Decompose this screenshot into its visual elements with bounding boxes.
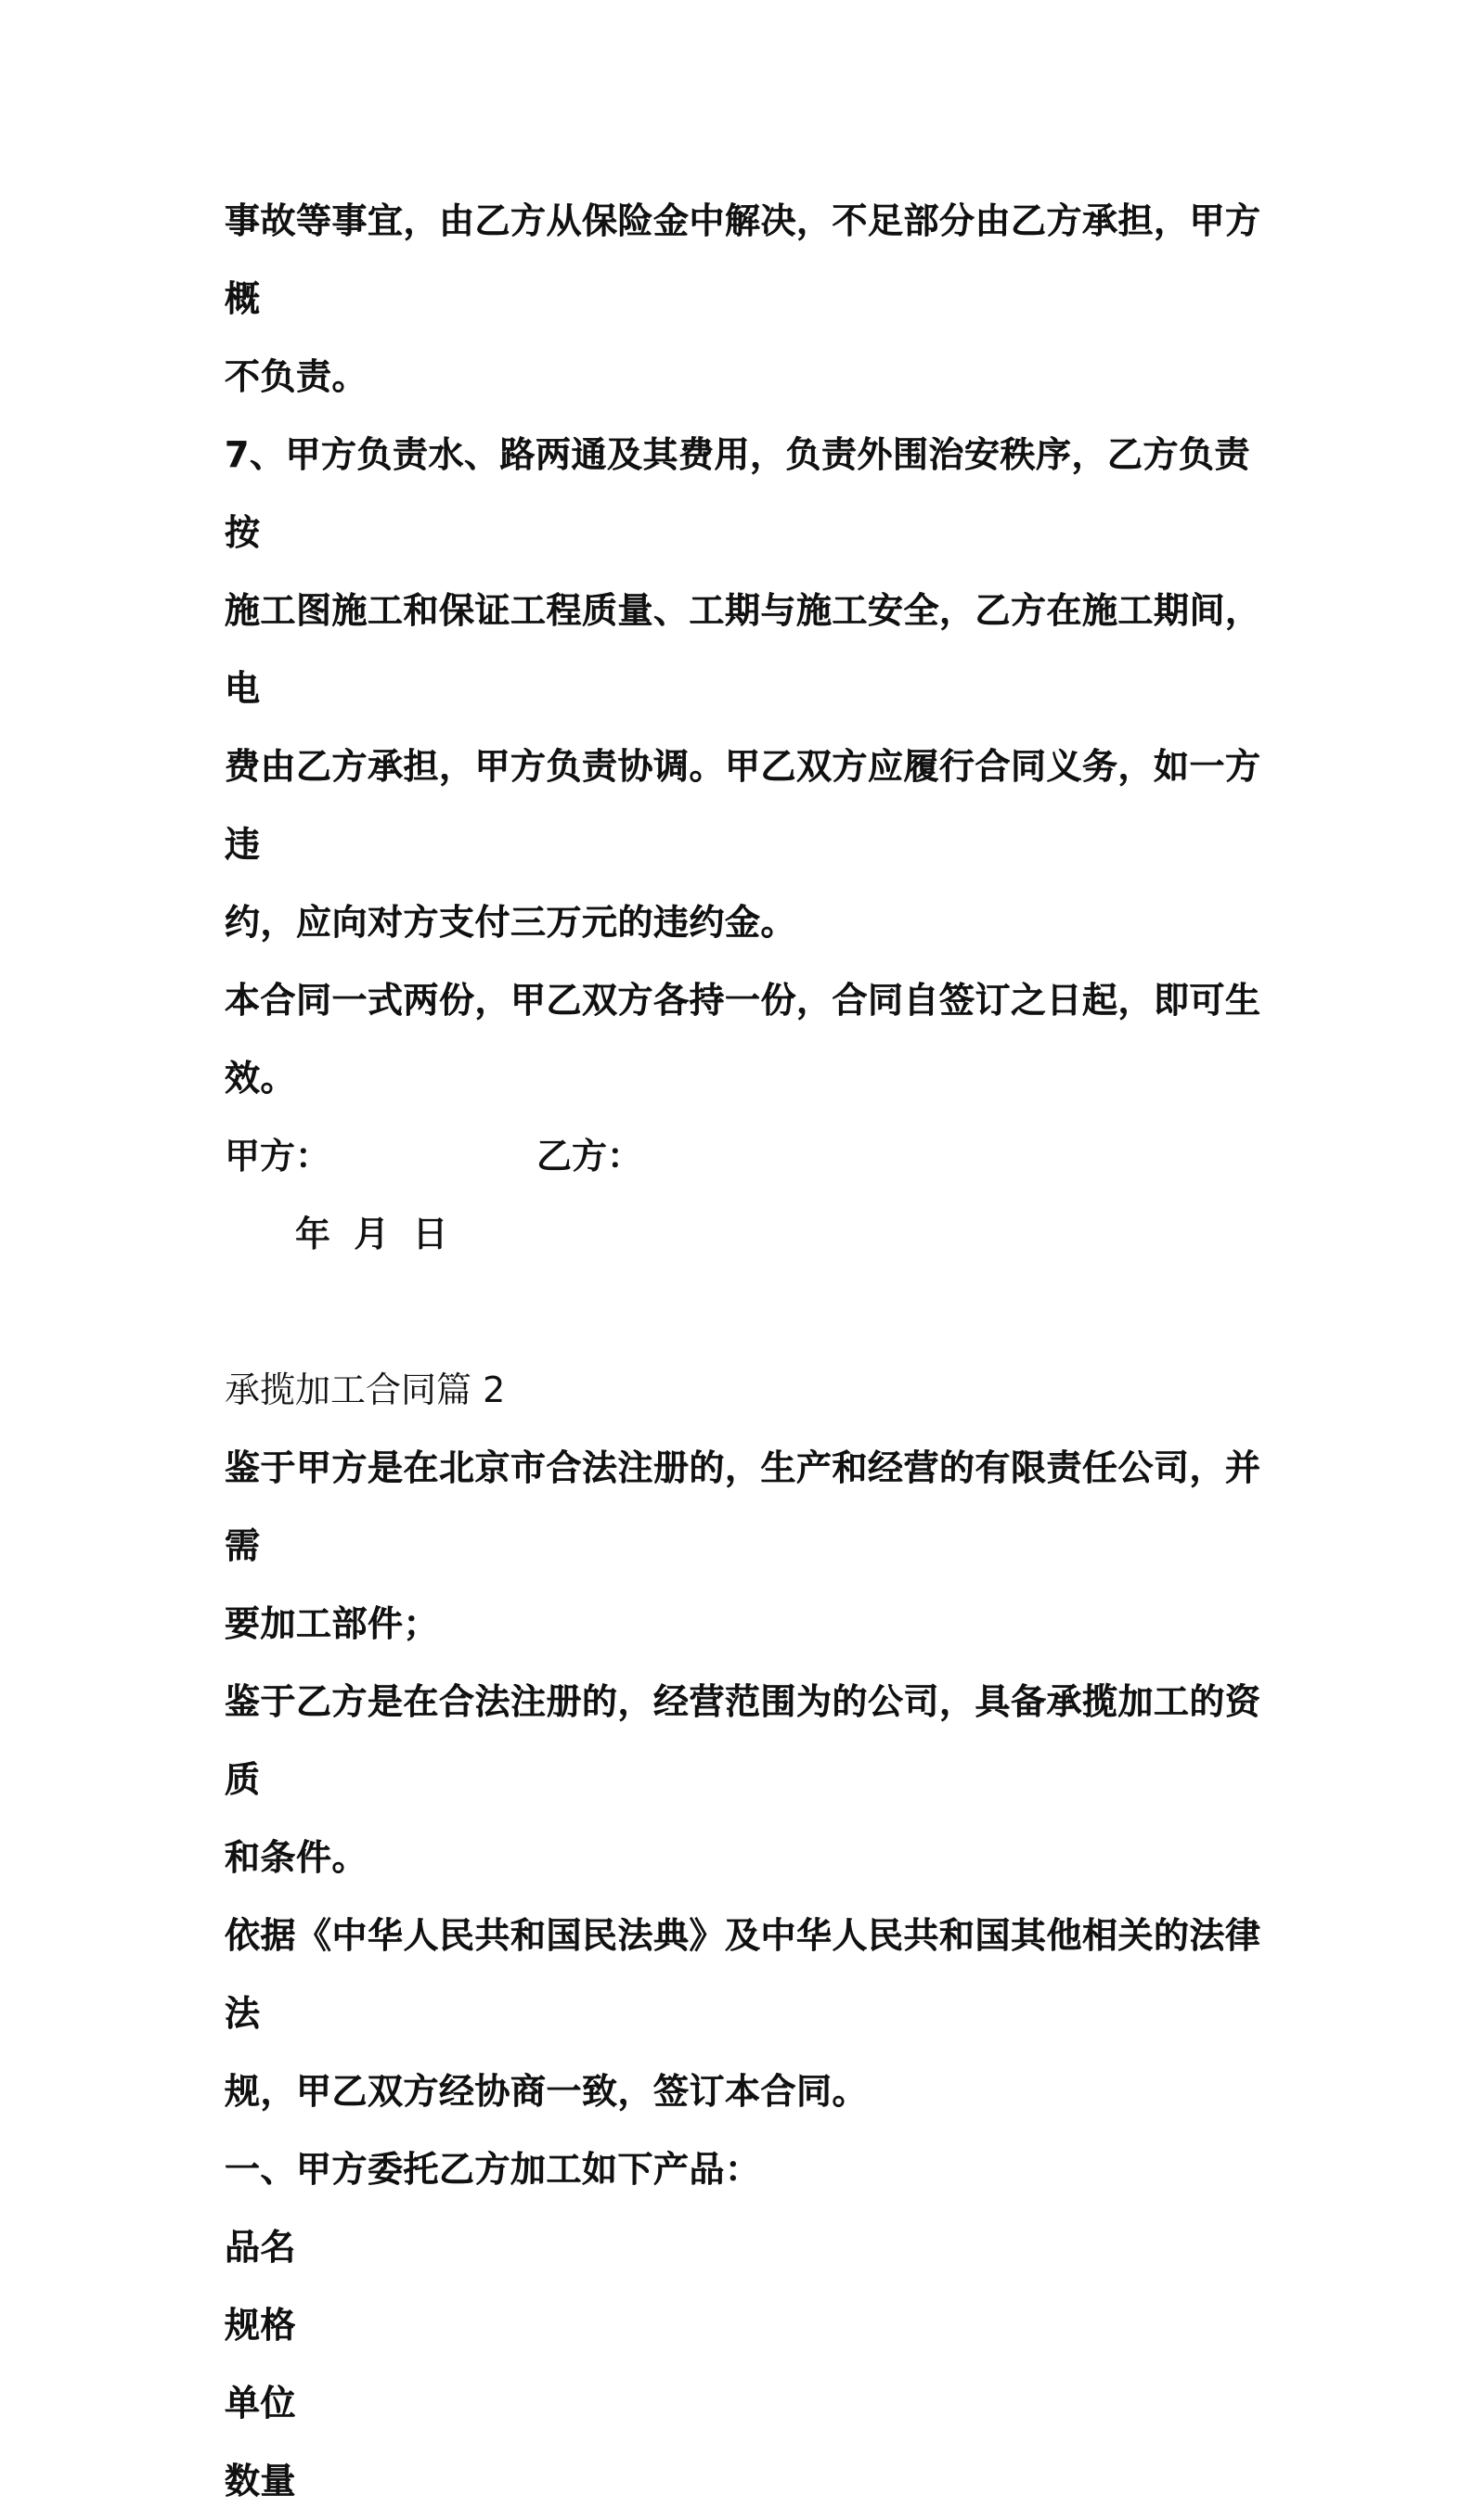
paragraph-line: 依据《中华人民共和国民法典》及中华人民共和国其他相关的法律法 [225,1915,1261,2034]
paragraph-line: 要加工部件； [225,1603,440,1644]
list-item: 规格 [225,2305,297,2346]
paragraph-line: 费由乙方承担，甲方负责协调。甲乙双方应履行合同义务，如一方违 [225,746,1261,865]
party-a-label: 甲方： [225,1136,331,1176]
list-item: 品名 [225,2227,297,2268]
list-item: 数量 [225,2461,297,2501]
paragraph-line: 约，应向对方支付三万元的违约金。 [225,902,797,943]
paragraph-line: 7、甲方负责水、路两通及其费用，负责外围治安秩序，乙方负责按 [225,434,1250,553]
paragraph-line: 和条件。 [225,1837,368,1878]
party-b-label: 乙方： [536,1136,643,1176]
paragraph-line: 施工图施工和保证工程质量、工期与施工安全，乙方在施工期间，电 [225,590,1261,709]
paragraph-line: 一、甲方委托乙方加工如下产品： [225,2149,761,2190]
paragraph-line: 本合同一式两份，甲乙双方各持一份，合同自签订之日起，即可生效。 [225,980,1261,1099]
paragraph-line: 鉴于甲方是在北京市合法注册的，生产和经营的有限责任公司，并需 [225,1447,1261,1566]
paragraph-line: 规，甲乙双方经协商一致，签订本合同。 [225,2071,869,2112]
section-title: 承揽加工合同篇 2 [225,1369,506,1410]
paragraph-line: 鉴于乙方是在合法注册的，经营范围为的公司，具备承揽加工的资质 [225,1681,1261,1800]
date-line: 年 月 日 [295,1214,448,1254]
document-body [225,182,1264,2520]
paragraph-line: 不负责。 [225,356,368,397]
paragraph-line: 事故等事宜，由乙方从保险金中解决，不足部分由乙方承担，甲方概 [225,200,1261,319]
spacer [225,1273,1264,1351]
signature-row [225,1117,1264,1195]
list-item: 单位 [225,2383,297,2424]
